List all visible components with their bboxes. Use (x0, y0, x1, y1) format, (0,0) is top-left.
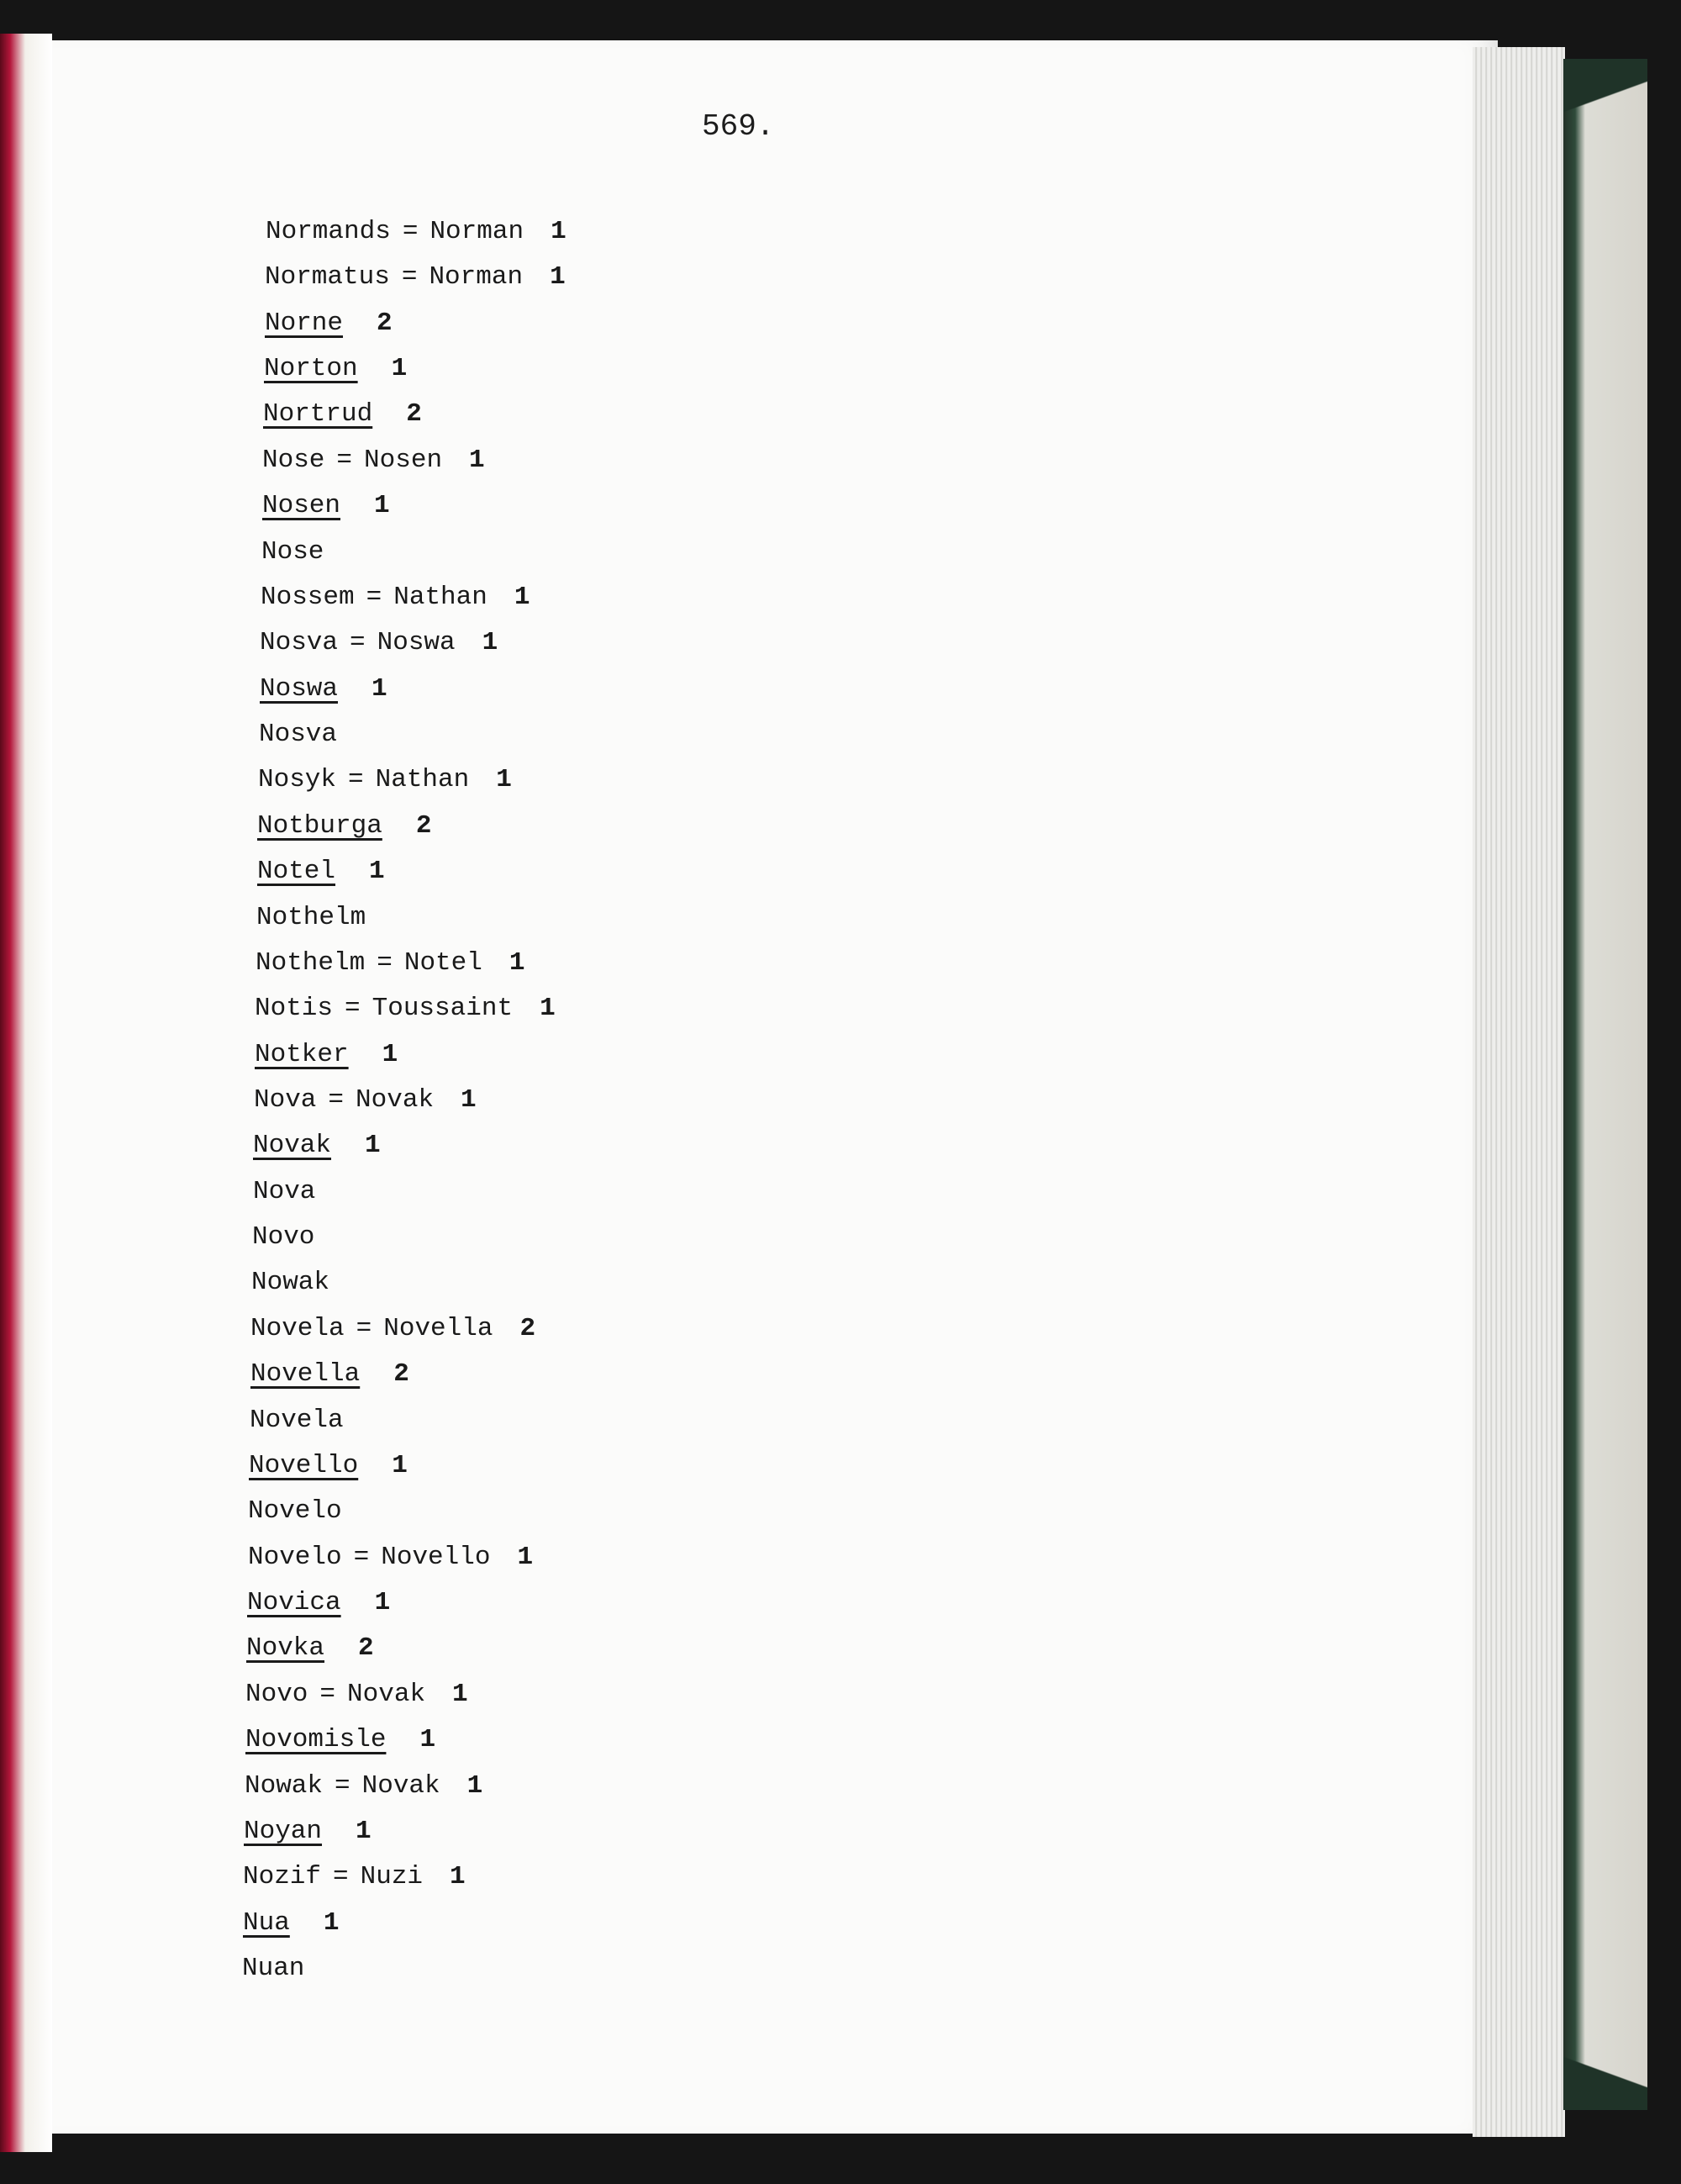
entry-count: 1 (392, 1451, 408, 1480)
entry-name: Novo (252, 1222, 315, 1252)
entry-name: Novello (249, 1451, 359, 1480)
entry-count: 1 (550, 262, 566, 292)
entry-reference: Noswa (377, 628, 456, 657)
index-entry (245, 1680, 468, 1710)
entry-count: 1 (469, 446, 485, 475)
entry-count: 1 (452, 1680, 468, 1709)
entry-name: Novela (250, 1314, 345, 1343)
entry-name: Norton (264, 354, 358, 383)
entry-name: Nua (243, 1908, 290, 1938)
equals-sign: = (350, 628, 366, 657)
entry-name: Nothelm (256, 948, 366, 978)
entry-name: Nortrud (263, 399, 373, 429)
index-entry (243, 1862, 466, 1892)
entry-name: Notel (257, 857, 336, 886)
index-entry (261, 583, 530, 613)
entry-count: 1 (496, 765, 512, 794)
index-entry (250, 1314, 535, 1344)
index-entry (250, 1406, 344, 1436)
index-entry (266, 217, 566, 247)
index-entry (252, 1222, 314, 1253)
equals-sign: = (328, 1085, 345, 1115)
entry-name: Nose (261, 537, 324, 567)
entry-name: Novelo (248, 1543, 342, 1572)
entry-count: 1 (374, 491, 390, 520)
book-spine-left (0, 34, 52, 2152)
page-edges (1473, 47, 1565, 2137)
entry-name: Notis (255, 994, 334, 1023)
entry-name: Novella (250, 1359, 361, 1389)
index-entry (265, 262, 566, 293)
index-entry (255, 1040, 398, 1070)
entry-name: Notker (255, 1040, 349, 1069)
index-entry (260, 674, 387, 704)
index-entry (243, 1908, 339, 1939)
cover-corner-top (1563, 59, 1647, 160)
equals-sign: = (345, 994, 361, 1023)
index-entry (262, 446, 485, 476)
entry-reference: Novak (361, 1771, 440, 1801)
entry-count: 1 (482, 628, 498, 657)
entry-count: 2 (406, 399, 422, 429)
index-entry (256, 948, 524, 979)
entry-name: Nosva (260, 628, 339, 657)
entry-count: 2 (358, 1633, 374, 1663)
entry-count: 1 (551, 217, 566, 246)
entry-name: Normatus (265, 262, 390, 292)
index-entry (242, 1954, 304, 1984)
index-entry (245, 1725, 435, 1755)
entry-reference: Notel (403, 948, 482, 978)
entry-name: Normands (266, 217, 391, 246)
equals-sign: = (402, 217, 419, 246)
equals-sign: = (319, 1680, 336, 1709)
entry-reference: Novella (383, 1314, 493, 1343)
entry-name: Noswa (260, 674, 339, 704)
index-entry (248, 1543, 533, 1573)
entry-name: Nuan (242, 1954, 305, 1983)
index-entry (257, 811, 431, 841)
entry-count: 1 (450, 1862, 466, 1891)
entry-reference: Nathan (375, 765, 470, 794)
entry-count: 2 (519, 1314, 536, 1343)
index-entry (247, 1588, 390, 1618)
index-entry (248, 1496, 342, 1527)
index-entry (254, 1085, 477, 1116)
entry-count: 1 (466, 1771, 483, 1801)
equals-sign: = (401, 262, 418, 292)
entry-count: 1 (382, 1040, 398, 1069)
entry-name: Nova (253, 1177, 316, 1206)
equals-sign: = (356, 1314, 372, 1343)
equals-sign: = (353, 1543, 370, 1572)
equals-sign: = (366, 583, 382, 612)
entry-reference: Novello (381, 1543, 491, 1572)
page-number: 569. (702, 109, 775, 144)
entry-reference: Toussaint (372, 994, 514, 1023)
index-entry (249, 1451, 408, 1481)
cover-corner-bottom (1563, 2009, 1647, 2110)
equals-sign: = (377, 948, 393, 978)
entry-name: Nothelm (256, 903, 366, 932)
entry-count: 1 (509, 948, 525, 978)
equals-sign: = (335, 1771, 350, 1801)
entry-name: Novelo (248, 1496, 342, 1526)
entry-name: Nowak (245, 1771, 324, 1801)
entry-name: Novica (247, 1588, 341, 1617)
entry-count: 1 (461, 1085, 477, 1115)
entry-name: Novela (250, 1406, 344, 1435)
entry-name: Norne (265, 309, 344, 338)
entry-reference: Norman (429, 217, 524, 246)
index-entry (244, 1817, 372, 1847)
index-entry (261, 537, 324, 567)
entry-count: 1 (372, 674, 387, 704)
index-entry (250, 1359, 409, 1390)
entry-count: 1 (517, 1543, 534, 1572)
entry-name: Novak (253, 1131, 332, 1160)
index-entry (251, 1268, 329, 1298)
index-entry (259, 720, 337, 750)
entry-count: 1 (369, 857, 385, 886)
entry-name: Nozif (243, 1862, 322, 1891)
entry-name: Nova (254, 1085, 317, 1115)
index-entry (258, 765, 512, 795)
entry-count: 2 (415, 811, 432, 841)
entry-name: Novomisle (245, 1725, 387, 1754)
entry-name: Novo (245, 1680, 308, 1709)
entry-reference: Nuzi (360, 1862, 424, 1891)
entry-count: 1 (374, 1588, 391, 1617)
entry-name: Nosyk (258, 765, 337, 794)
entry-name: Novka (246, 1633, 325, 1663)
entry-reference: Nosen (364, 446, 443, 475)
index-entry (253, 1131, 381, 1161)
index-entry (253, 1177, 315, 1207)
index-entry (263, 399, 422, 430)
index-entry (255, 994, 556, 1024)
entry-name: Nowak (251, 1268, 330, 1297)
index-entry (245, 1771, 482, 1802)
entry-name: Nose (262, 446, 325, 475)
equals-sign: = (333, 1862, 349, 1891)
entry-count: 1 (419, 1725, 436, 1754)
index-entry (257, 857, 385, 887)
equals-sign: = (336, 446, 353, 475)
entry-count: 1 (323, 1908, 340, 1938)
index-entry (256, 903, 366, 933)
index-entry (246, 1633, 374, 1664)
entry-count: 1 (514, 583, 530, 612)
entry-reference: Norman (429, 262, 524, 292)
index-entry (260, 628, 498, 658)
entry-name: Nossem (261, 583, 355, 612)
entry-name: Notburga (257, 811, 382, 841)
entry-count: 1 (540, 994, 556, 1023)
entry-count: 2 (393, 1359, 409, 1389)
book-cover-right (1563, 59, 1647, 2110)
index-entry (264, 354, 407, 384)
index-entry (265, 309, 393, 339)
entry-reference: Nathan (393, 583, 487, 612)
entry-name: Nosva (259, 720, 338, 749)
entry-count: 1 (356, 1817, 372, 1846)
entry-count: 1 (391, 354, 408, 383)
entry-count: 2 (377, 309, 393, 338)
entry-name: Noyan (244, 1817, 323, 1846)
entry-count: 1 (365, 1131, 381, 1160)
entry-name: Nosen (262, 491, 341, 520)
entry-reference: Novak (356, 1085, 435, 1115)
equals-sign: = (348, 765, 364, 794)
index-entry (262, 491, 390, 521)
entry-reference: Novak (347, 1680, 426, 1709)
